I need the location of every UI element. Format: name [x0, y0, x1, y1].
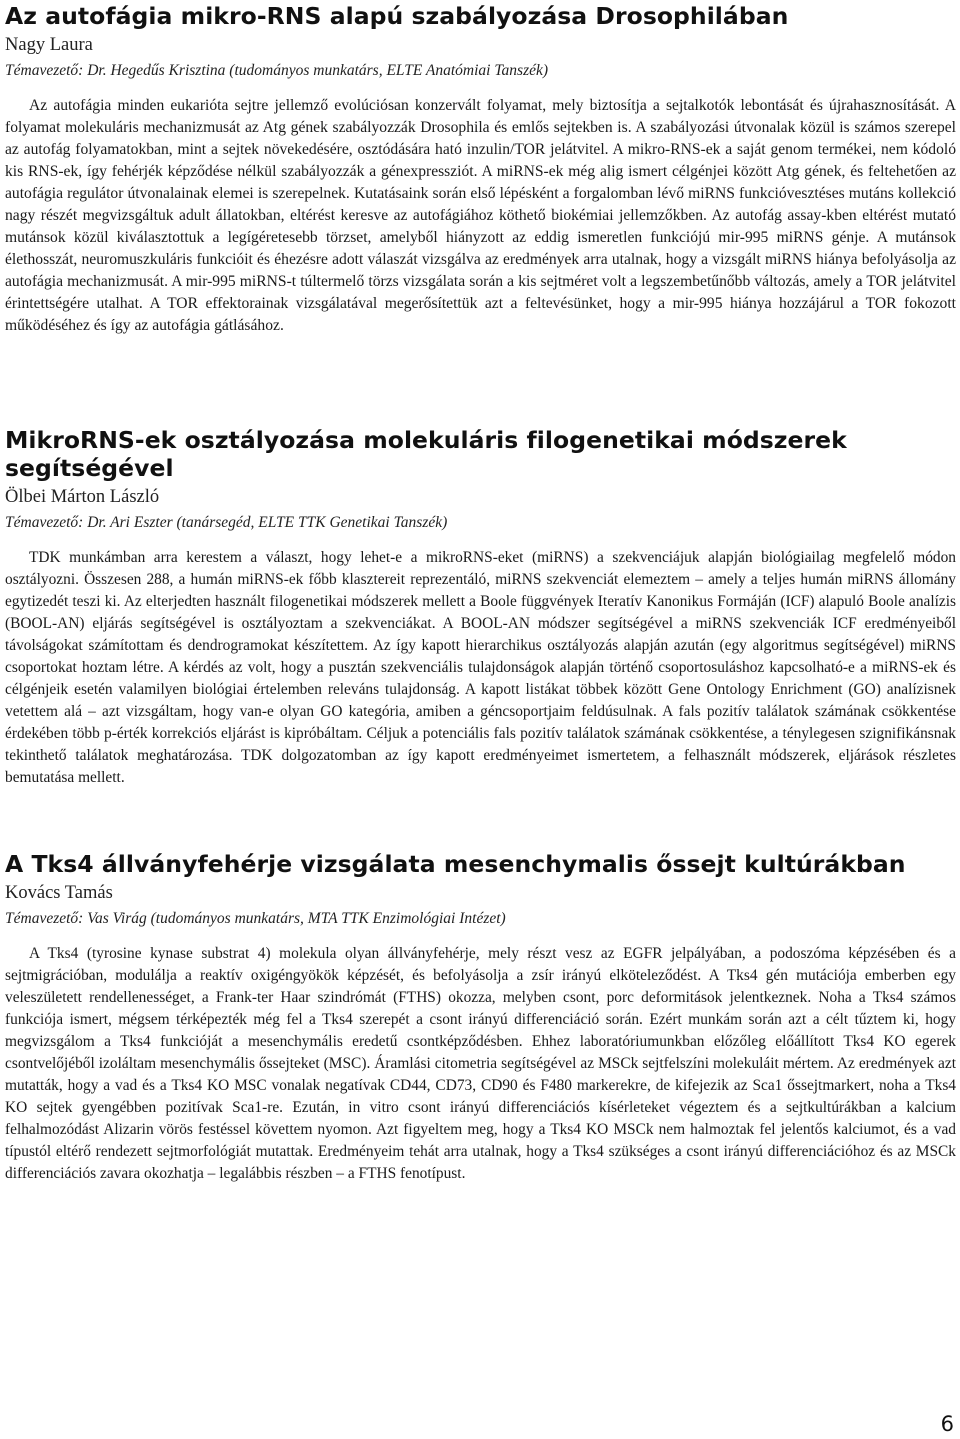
abstract-title: Az autofágia mikro-RNS alapú szabályozása Drosophilában — [5, 2, 789, 30]
abstract-author: Ölbei Márton László — [5, 487, 160, 507]
abstract-3 — [5, 850, 956, 1185]
abstract-body: TDK munkámban arra kerestem a választ, hogy lehet-e a mikroRNS-eket (miRNS) a szekvenciájuk alapján biológiailag megfelelő módon osztályozni. Összesen 288, a humán miRNS-ek főbb klasztereit reprezentáló, miRNS szekvenciát elemeztem – amely a teljes humán miRNS állomány egytizedét teszi ki. Az elterjedten használt filogenetikai módszerek mellett a Boole függvények Iteratív Kanonikus Formáján (ICF) alapuló Boole analízis (BOOL-AN) eljárás segítségével is osztályoztam a szekvenciákat. A BOOL-AN módszer segítségével a miRNS szekvenciák ICF eredményeiből távolságokat számítottam és dendrogramokat készítettem. Az így kapott hierarchikus osztályozás alapján azután (egy algoritmus segítségével) miRNS csoportokat hoztam létre. A kérdés az volt, hogy a pusztán szekvenciális tulajdonságok alapján történő csoportosuláshoz kapcsolható-e a miRNS-ek és célgénjeik esetén valamilyen biológiai értelemben releváns tulajdonság. A kapott listákat többek között Gene Ontology Enrichment (GO) analízisnek vetettem alá – azt vizsgáltam, hogy van-e olyan GO kategória, amiben a géncsoportjaim feldúsulnak. A fals pozitív találatok számának csökkentése érdekében több p-érték korrekciós eljárást is kipróbáltam. Céljuk a potenciális fals pozitív találatok számának csökkentése, a ténylegesen szignifikánsnak tekinthető találatok meghatározása. TDK dolgozatomban az így kapott eredményeimet ismertetem, a felhasznált módszerek, eljárások részletes bemutatása mellett. — [5, 549, 956, 786]
abstract-1 — [5, 2, 956, 337]
abstract-author: Nagy Laura — [5, 35, 93, 55]
abstract-body: A Tks4 (tyrosine kynase substrat 4) molekula olyan állványfehérje, mely részt vesz az EGFR jelpályában, a podoszóma képzésében és a sejtmigrációban, modulálja a reaktív oxigéngyökök képzését, és befolyásolja a zsír irányú elköteleződést. A Tks4 gén mutációja emberben egy veleszületett rendellenességet, a Frank-ter Haar szindrómát (FTHS) okozza, melyben csont, porc deformitások jelentkeznek. Noha a Tks4 számos funkciója ismert, mégsem térképezték még fel a Tks4 szerepét a csont irányú differenciáció során. Ezért munkám során azt a célt tűztem ki, hogy megvizsgálom a Tks4 funkcióját a mesenchymális eredetű csontképződésben. Ehhez laboratóriumunkban előzőleg előállított Tks4 KO egerek csontvelőjéből izoláltam mesenchymális őssejteket (MSC). Áramlási citometria segítségével az MSCk sejtfelszíni molekuláit mértem. Az eredmények azt mutatták, hogy a vad és a Tks4 KO MSC vonalak negatívak CD44, CD73, CD90 és F480 markerekre, de kifejezik az Sca1 őssejtmarkert, noha a Tks4 KO sejtek gyengébben pozitívak Sca1-re. Ezután, in vitro csont irányú differenciációs kísérleteket végeztem és a sejtkultúrákban a kalcium felhalmozódást Alizarin vörös festéssel követtem nyomon. Azt figyeltem meg, hogy a Tks4 KO MSCk nem halmoztak fel jelentős kalciumot, és a vad típustól eltérő rendezett sejtmorfológiát mutattak. Eredményeim tehát arra utalnak, hogy a Tks4 szükséges a csont irányú differenciációhoz és az MSCk differenciációs zavara okozhatja – legalábbis részben – a FTHS fenotípust. — [5, 945, 956, 1182]
abstract-body: Az autofágia minden eukarióta sejtre jellemző evolúciósan konzervált folyamat, mely biztosítja a sejtalkotók lebontását és újrahasznosítását. A folyamat molekuláris mechanizmusát az Atg gének szabályozzák Drosophila és emlős sejtekben is. A szabályozási útvonalak közül is számos szerepel az autofág folyamatokban, mint a sejtek növekedésére, osztódására ható inzulin/TOR jelátvitel. A mikro-RNS-ek a saját genom termékei, nem kódoló kis RNS-ek, így fehérjék képződése nélkül szabályozzák a génexpressziót. A miRNS-ek még alig ismert célgénjei között Atg gének, és feltehetően az autofágia regulátor útvonalainak elemei is szerepelnek. Kutatásaink során első lépésként a forgalomban lévő miRNS funkcióvesztéses mutáns kollekció nagy részét megvizsgáltuk adult állatokban, eltérést keresve az autofágiához köthető biokémiai jellemzőkben. Az autofág assay-kben eltérést mutató mutánsok közül kiválasztottuk a legígéretesebb törzset, amelyből hiányzott az eddig ismeretlen funkciójú mir-995 miRNS génje. A mutánsok élethosszát, neuromuszkuláris funkcióit és éhezésre adott válaszát vizsgálva az eredmények arra utalnak, hogy a vizsgált miRNS hiánya befolyásolja az autofágia mechanizmusát. A mir-995 miRNS-t túltermelő törzs vizsgálata során a kis sejtméret volt a legszembetűnőbb változás, amely a TOR jelátvitel érintettségére utalhat. A TOR effektorainak vizsgálatával megerősítettük azt a feltevésünket, hogy a mir-995 hiánya hozzájárul a TOR fokozott működéséhez és így az autofágia gátlásához. — [5, 97, 956, 334]
abstract-supervisor: Témavezető: Dr. Ari Eszter (tanársegéd, ELTE TTK Genetikai Tanszék) — [5, 514, 448, 531]
abstract-title: A Tks4 állványfehérje vizsgálata mesenchymalis őssejt kultúrákban — [5, 850, 906, 878]
abstract-2 — [5, 426, 956, 789]
abstract-supervisor: Témavezető: Vas Virág (tudományos munkatárs, MTA TTK Enzimológiai Intézet) — [5, 910, 506, 927]
page-number: 6 — [940, 1412, 954, 1436]
abstract-supervisor: Témavezető: Dr. Hegedűs Krisztina (tudományos munkatárs, ELTE Anatómiai Tanszék) — [5, 62, 549, 79]
abstract-author: Kovács Tamás — [5, 883, 113, 903]
abstract-title: MikroRNS-ek osztályozása molekuláris filogenetikai módszerek segítségével — [5, 426, 847, 482]
